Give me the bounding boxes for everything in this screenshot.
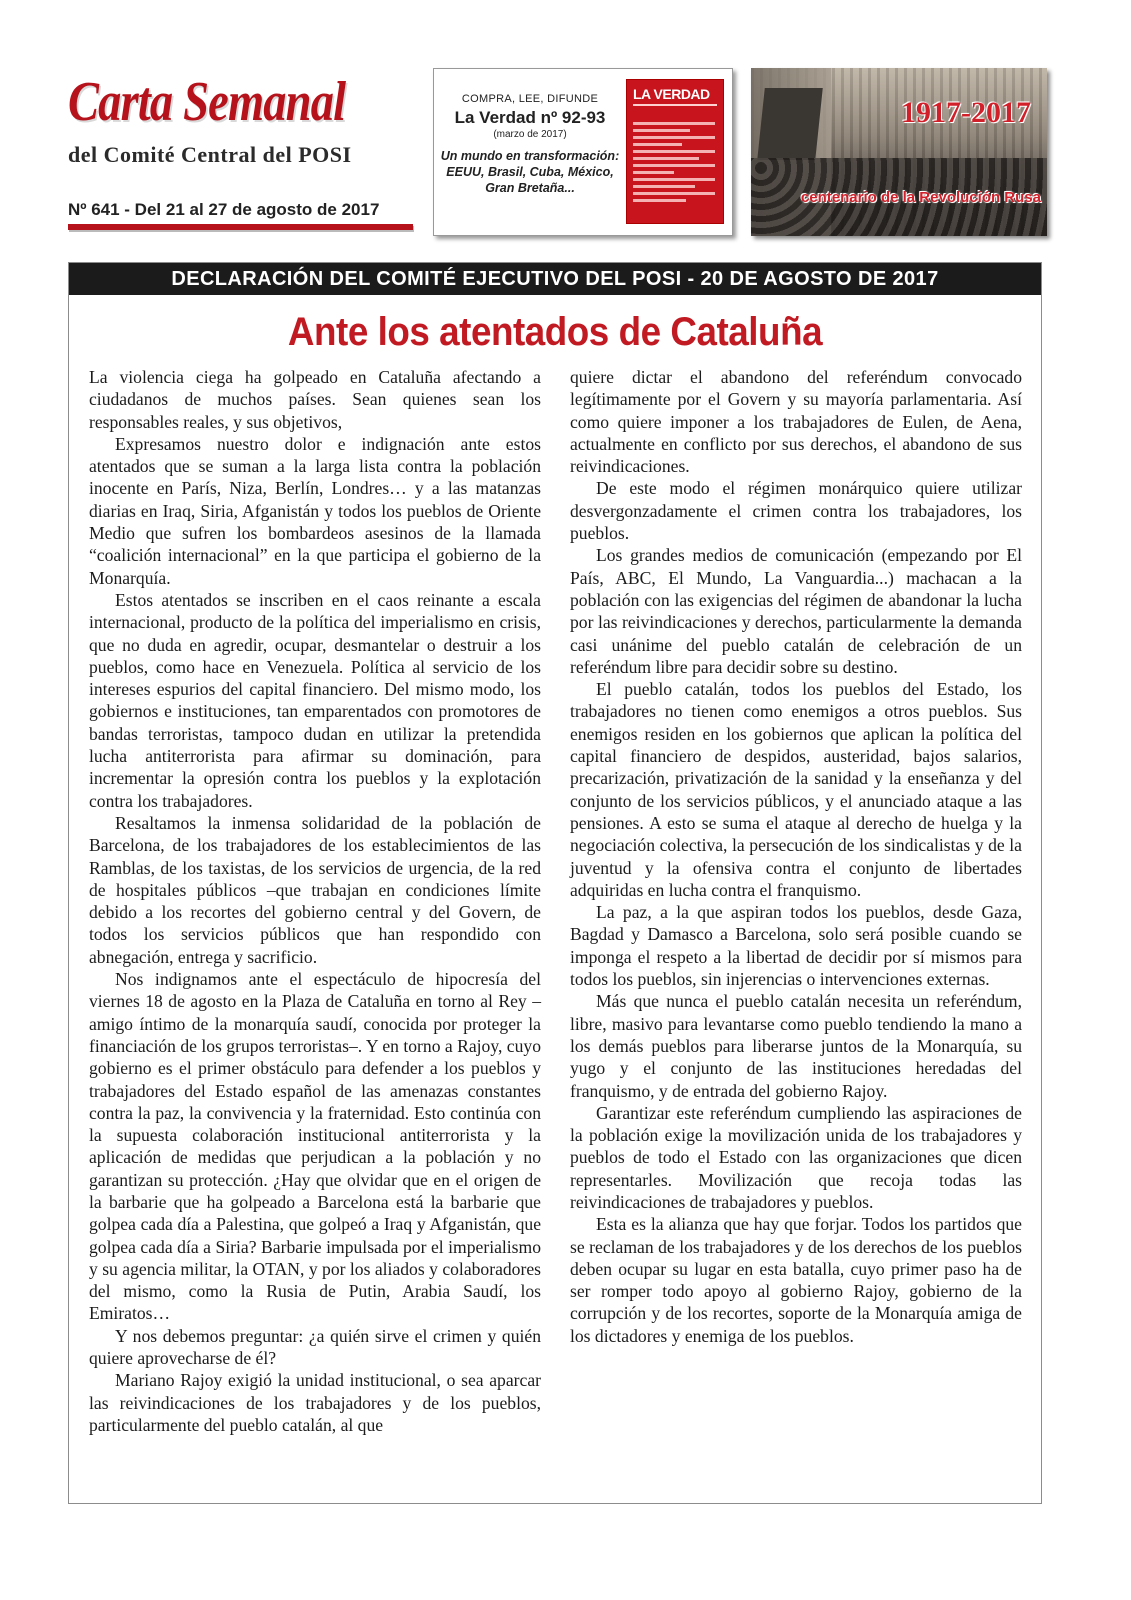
issue-line: Nº 641 - Del 21 al 27 de agosto de 2017: [68, 200, 380, 219]
promo-text: [440, 93, 620, 196]
promo-description: Un mundo en transformación: EEUU, Brasil, Cuba, México, Gran Bretaña...: [440, 149, 620, 195]
paragraph: Los grandes medios de comunicación (empezando por El País, ABC, El Mundo, La Vanguardia...) machacan a la población con las exigencias del régimen de abandonar la lucha por las reivindicaciones y derechos, particularmente la demanda casi unánime del pueblo catalán de celebración de un referéndum libre para decidir sobre su destino.: [570, 545, 1022, 677]
publication-title: Carta Semanal: [68, 71, 346, 133]
paragraph: quiere dictar el abandono del referéndum convocado legítimamente por el Govern y su mayoría parlamentaria. Así como quiere imponer a los trabajadores de Eulen, de Aena, actualmente en conflicto por sus derechos, el abandono de sus reivindicaciones.: [570, 367, 1022, 477]
banner-years: 1917-2017: [901, 96, 1031, 129]
masthead: [68, 72, 413, 240]
publication-subtitle: del Comité Central del POSI: [68, 142, 352, 167]
magazine-cover-image: [626, 79, 724, 224]
paragraph: Expresamos nuestro dolor e indignación ante estos atentados que se suman a la larga lista contra la población inocente en París, Niza, Berlín, Londres… y a las matanzas diarias en Iraq, Siria, Afganistán y todos los pueblos de Oriente Medio que sufren los bombardeos asesinos de la llamada “coalición internacional” en la que participa el gobierno de la Monarquía.: [89, 433, 541, 588]
issue-divider: [68, 224, 413, 230]
article-body: [89, 366, 1022, 1436]
paragraph: De este modo el régimen monárquico quiere utilizar desvergonzadamente el crimen contra los trabajadores, los pueblos.: [570, 478, 1022, 544]
promo-title: La Verdad nº 92-93: [454, 108, 606, 127]
photo-flag: [757, 88, 823, 160]
paragraph: Mariano Rajoy exigió la unidad institucional, o sea aparcar las reivindicaciones de los trabajadores y de los pueblos, particularmente del pueblo catalán, al que: [89, 1370, 541, 1435]
paragraph: Nos indignamos ante el espectáculo de hipocresía del viernes 18 de agosto en la Plaza de Cataluña en torno al Rey –amigo íntimo de la monarquía saudí, conocida por proteger la financiación de los grupos terroristas–. Y en torno a Rajoy, cuyo gobierno es el primer obstáculo para defender a los pueblos y trabajadores del Estado español de las amenazas constantes contra la paz, la convivencia y la fraternidad. Esto continúa con la supuesta colaboración institucional antiterrorista y la aplicación de medidas que perjudican a la población y no garantizan su protección. ¿Hay que olvidar que en el origen de la barbarie que ha golpeado a Barcelona está la barbarie que golpea cada día a Palestina, que golpeó a Iraq y Afganistán, que golpea cada día a Siria? Barbarie impulsada por el imperialismo y su agencia militar, la OTAN, y por los aliados y colaboradores del mismo, como la Rusia de Putin, Arabia Saudí, los Emiratos…: [89, 969, 541, 1324]
paragraph: El pueblo catalán, todos los pueblos del Estado, los trabajadores no tienen como enemigos a otros pueblos. Sus enemigos residen en los gobiernos que aplican la política del capital financiero de despidos, austeridad, bajos salarios, precarización, privatización de la sanidad y la enseñanza y del conjunto de los servicios públicos, y el anunciado ataque a las pensiones. A esto se suma el ataque al derecho de huelga y la negociación colectiva, la persecución de los sindicalistas y de la juventud y la ofensiva contra el conjunto de libertades adquiridas en lucha contra el franquismo.: [570, 679, 1022, 900]
la-verdad-promo[interactable]: [433, 68, 733, 236]
left-column: [89, 366, 541, 1436]
article-headline: Ante los atentados de Cataluña: [287, 310, 823, 354]
cover-contents: [627, 108, 723, 202]
cover-title: LA VERDAD: [633, 86, 710, 102]
promo-date: (marzo de 2017): [493, 129, 567, 140]
paragraph: Más que nunca el pueblo catalán necesita un referéndum, libre, masivo para levantarse como pueblo tendiendo la mano a los demás pueblos para liberarse juntos de la Monarquía, su yugo y el conjunto de las instituciones heredadas del franquismo, y de entrada del gobierno Rajoy.: [570, 991, 1022, 1101]
paragraph: Resaltamos la inmensa solidaridad de la población de Barcelona, de los trabajadores de los establecimientos de las Ramblas, de los taxistas, de los servicios de urgencia, de la red de hospitales públicos –que trabajan en condiciones límite debido a los recortes del gobierno central y del Govern, de todos los servicios públicos que han respondido con abnegación, entrega y sacrificio.: [89, 812, 541, 967]
right-column: [570, 366, 1022, 1436]
paragraph: Estos atentados se inscriben en el caos reinante a escala internacional, producto de la política del imperialismo en crisis, que no duda en agredir, ocupar, desmantelar o destruir a los pueblos, como hace en Venezuela. Política al servicio de los intereses espurios del capital financiero. Del mismo modo, los gobiernos e instituciones, tan emparentados con promotores de bandas terroristas, tampoco dudan en utilizar la pretendida lucha antiterrorista para afirmar su dominación, para incrementar la opresión contra los pueblos y la explotación contra los trabajadores.: [89, 589, 541, 811]
paragraph: Garantizar este referéndum cumpliendo las aspiraciones de la población exige la movilización unida de los trabajadores y pueblos de todo el Estado con las organizaciones que dicen representarles. Movilización que recoja todas las reivindicaciones de trabajadores y pueblos.: [570, 1102, 1022, 1212]
revolution-centenary-banner: [751, 68, 1047, 236]
declaration-header: DECLARACIÓN DEL COMITÉ EJECUTIVO DEL POSI - 20 DE AGOSTO DE 2017: [69, 263, 1041, 295]
promo-kicker: COMPRA, LEE, DIFUNDE: [461, 93, 599, 105]
banner-caption: centenario de la Revolución Rusa: [800, 189, 1041, 206]
paragraph: Y nos debemos preguntar: ¿a quién sirve el crimen y quién quiere aprovecharse de él?: [89, 1325, 541, 1369]
paragraph: La violencia ciega ha golpeado en Cataluña afectando a ciudadanos de muchos países. Sean quienes sean los responsables reales, y sus objetivos,: [89, 367, 541, 432]
article-frame: [68, 262, 1042, 1504]
paragraph: Esta es la alianza que hay que forjar. Todos los partidos que se reclaman de los trabajadores y de los derechos de los pueblos deben ocupar su lugar en esta batalla, cuyo primer paso ha de ser romper todo apoyo al gobierno Rajoy, gobierno de la corrupción y de los recortes, soporte de la Monarquía amiga de los dictadores y enemiga de los pueblos.: [570, 1214, 1022, 1346]
paragraph: La paz, a la que aspiran todos los pueblos, desde Gaza, Bagdad y Damasco a Barcelona, solo será posible cuando se imponga el respeto a la libertad de decidir por sí mismos para todos los pueblos, sin injerencias o intervenciones externas.: [570, 902, 1022, 990]
